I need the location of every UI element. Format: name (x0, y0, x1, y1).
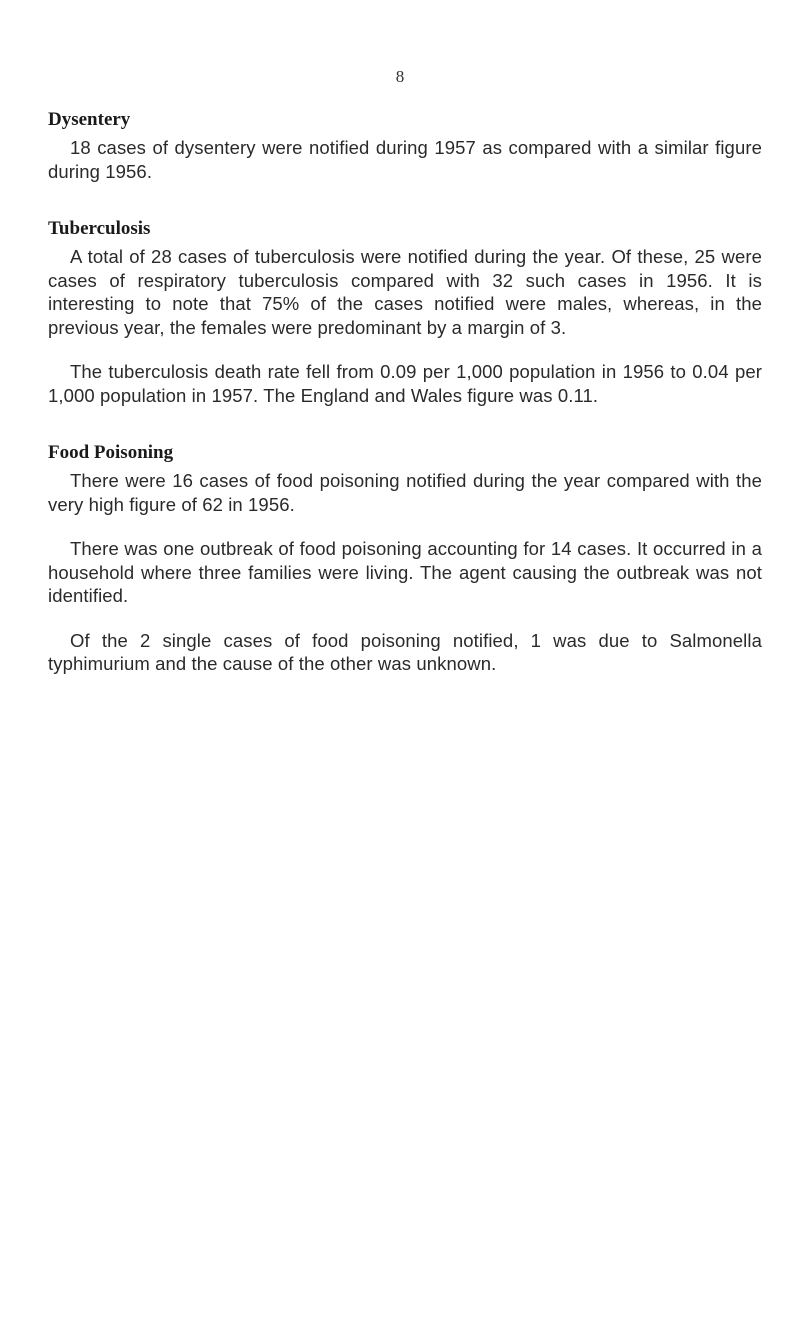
section-heading-dysentery: Dysentery (48, 109, 131, 130)
section-heading-food-poisoning: Food Poisoning (48, 442, 174, 463)
paragraph: There were 16 cases of food poisoning notified during the year compared with the very high figure of 62 in 1956. (48, 470, 762, 515)
section-dysentery (48, 108, 762, 183)
paragraph: 18 cases of dysentery were notified during 1957 as compared with a similar figure during 1956. (48, 137, 762, 182)
section-food-poisoning (48, 441, 762, 676)
section-tuberculosis (48, 217, 762, 407)
paragraph: Of the 2 single cases of food poisoning notified, 1 was due to Salmonella typhimurium and the cause of the other was unknown. (48, 629, 762, 674)
paragraph: A total of 28 cases of tuberculosis were notified during the year. Of these, 25 were cases of respiratory tuberculosis compared with 32 such cases in 1956. It is interesting to note that 75% of the cases notified were males, whereas, in the previous year, the females were predominant by a margin of 3. (48, 246, 762, 338)
paragraph: There was one outbreak of food poisoning accounting for 14 cases. It occurred in a household where three families were living. The agent causing the outbreak was not identified. (48, 538, 762, 606)
section-heading-tuberculosis: Tuberculosis (48, 218, 151, 239)
page-number: 8 (395, 67, 405, 86)
page-content (48, 108, 762, 710)
paragraph: The tuberculosis death rate fell from 0.09 per 1,000 population in 1956 to 0.04 per 1,000 population in 1957. The England and Wales figure was 0.11. (48, 361, 762, 406)
